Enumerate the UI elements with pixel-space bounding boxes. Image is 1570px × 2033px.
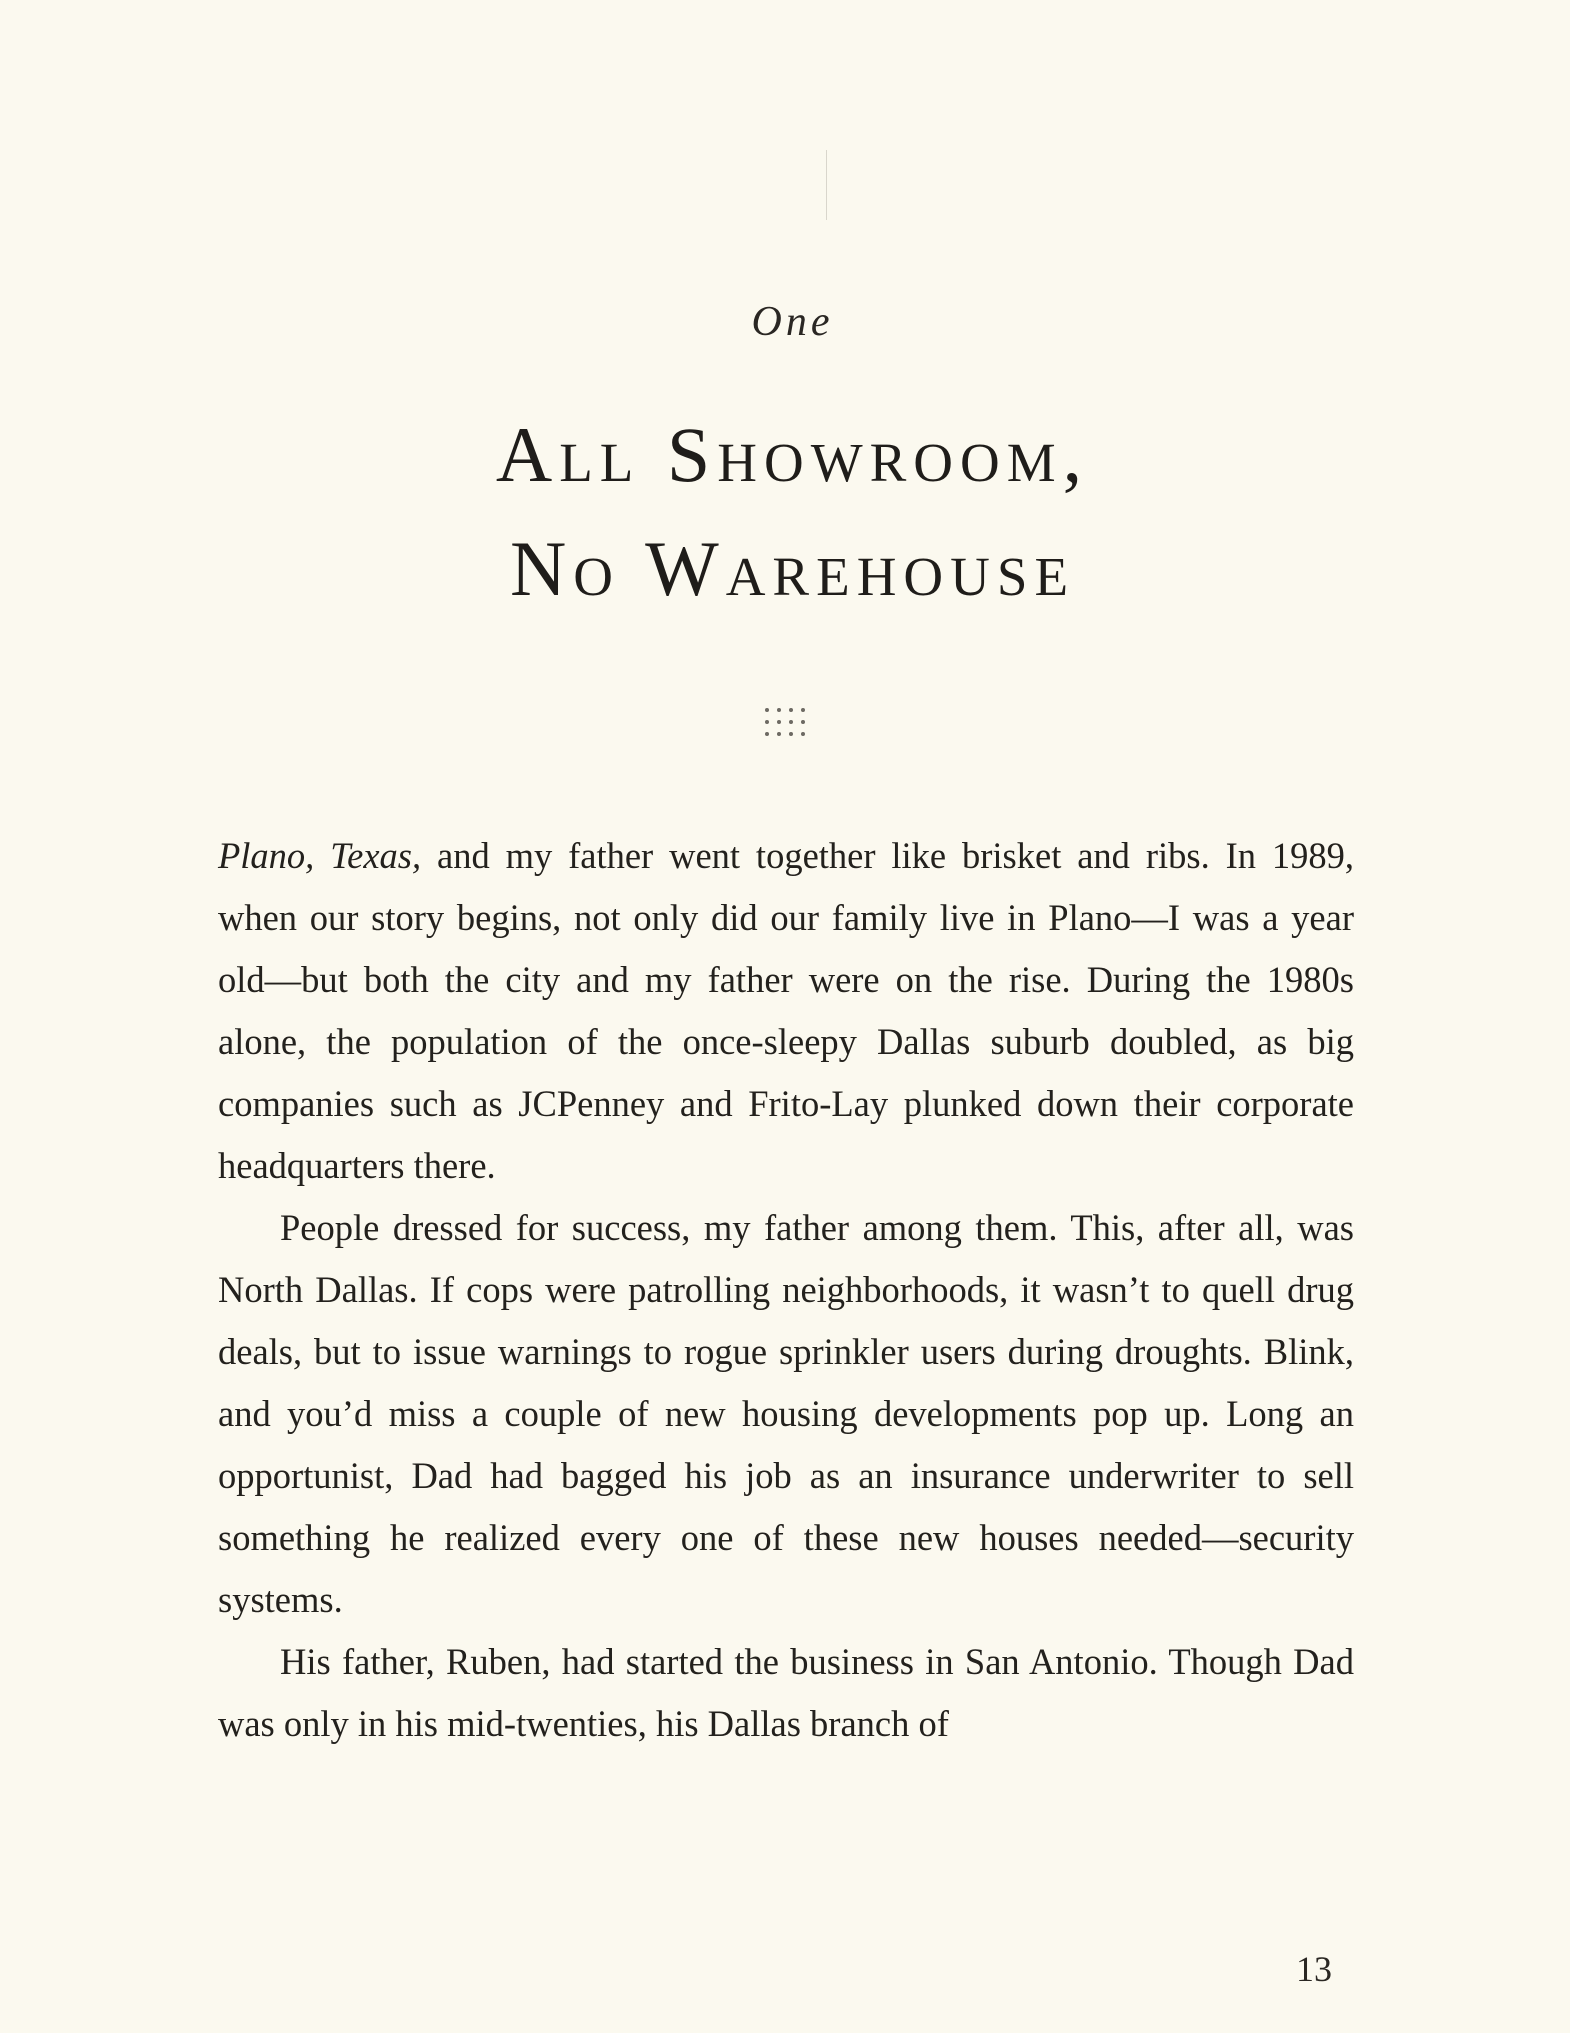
chapter-title-line-2: No Warehouse bbox=[509, 525, 1076, 612]
paragraph-1 bbox=[218, 825, 1354, 1197]
ornament-dots bbox=[763, 700, 815, 740]
page-number: 13 bbox=[1296, 1949, 1332, 1989]
chapter-number: One bbox=[751, 299, 834, 345]
paragraph-1-lead: Plano, Texas, bbox=[218, 835, 422, 876]
chapter-title-line-1: All Showroom, bbox=[495, 411, 1090, 498]
scan-artifact-line bbox=[826, 150, 827, 220]
paragraph-2: People dressed for success, my father among them. This, after all, was North Dallas. If cops were patrolling neighborhoods, it wasn’t to quell drug deals, but to issue warnings to rogue sprinkler users during droughts. Blink, and you’d miss a couple of new housing developments pop up. Long an opportunist, Dad had bagged his job as an insurance underwriter to sell something he realized every one of these new houses needed—security systems. bbox=[218, 1207, 1354, 1620]
paragraph-1-text: and my father went together like brisket and ribs. In 1989, when our story begins, not only did our family live in Plano—I was a year old—but both the city and my father were on the rise. During the 1980s alone, the population of the once-sleepy Dallas suburb doubled, as big companies such as JCPenney and Frito-Lay plunked down their corporate headquarters there. bbox=[218, 835, 1354, 1186]
paragraph-3: His father, Ruben, had started the business in San Antonio. Though Dad was only in his mid-twenties, his Dallas branch of bbox=[218, 1641, 1354, 1744]
chapter-title bbox=[0, 398, 1570, 626]
chapter-body bbox=[218, 825, 1354, 1755]
